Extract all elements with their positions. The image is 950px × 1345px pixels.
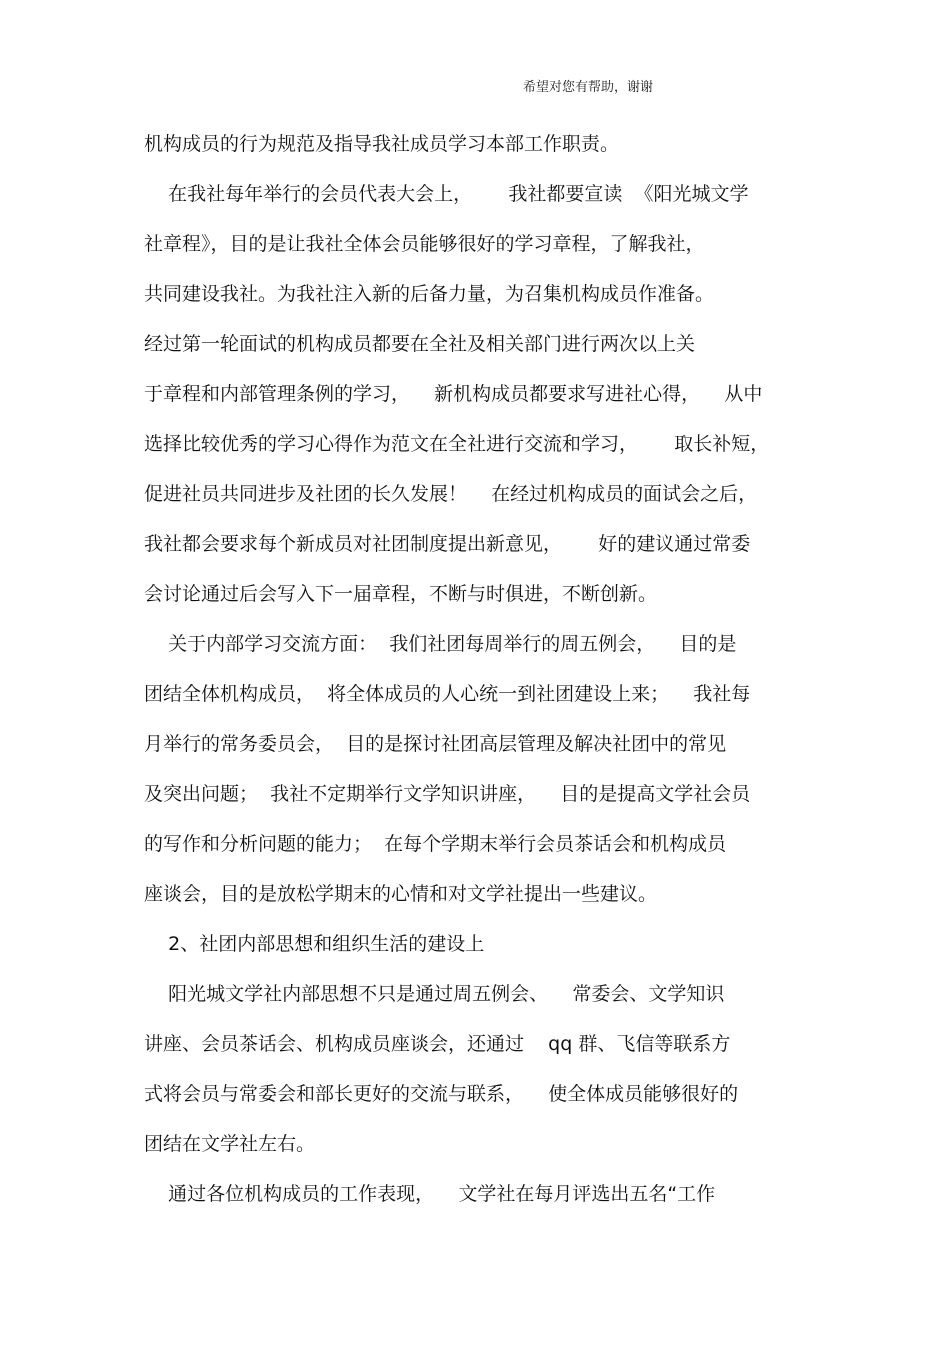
body-line: 我社都会要求每个新成员对社团制度提出新意见， 好的建议通过常委 <box>144 533 751 555</box>
body-line: 座谈会，目的是放松学期末的心情和对文学社提出一些建议。 <box>144 883 658 905</box>
body-line: 促进社员共同进步及社团的长久发展！ 在经过机构成员的面试会之后， <box>144 483 758 505</box>
body-line: 关于内部学习交流方面： 我们社团每周举行的周五例会， 目的是 <box>144 633 737 655</box>
body-line: 的写作和分析问题的能力； 在每个学期末举行会员茶话会和机构成员 <box>144 833 727 855</box>
header-note: 希望对您有帮助，谢谢 <box>523 80 654 95</box>
body-line: 于章程和内部管理条例的学习， 新机构成员都要求写进社心得， 从中 <box>144 383 763 405</box>
body-line: 团结在文学社左右。 <box>144 1133 316 1155</box>
body-line: 共同建设我社。为我社注入新的后备力量，为召集机构成员作准备。 <box>144 283 715 305</box>
body-line: 月举行的常务委员会， 目的是探讨社团高层管理及解决社团中的常见 <box>144 733 727 755</box>
body-line: 选择比较优秀的学习心得作为范文在全社进行交流和学习， 取长补短， <box>144 433 770 455</box>
body-line: 会讨论通过后会写入下一届章程，不断与时俱进，不断创新。 <box>144 583 658 605</box>
body-line: 在我社每年举行的会员代表大会上， 我社都要宣读 《阳光城文学 <box>144 183 749 205</box>
body-line: 讲座、会员茶话会、机构成员座谈会，还通过 qq 群、飞信等联系方 <box>144 1033 731 1055</box>
body-line: 机构成员的行为规范及指导我社成员学习本部工作职责。 <box>144 133 620 155</box>
section-heading: 2、社团内部思想和组织生活的建设上 <box>144 933 485 955</box>
body-line: 经过第一轮面试的机构成员都要在全社及相关部门进行两次以上关 <box>144 333 696 355</box>
body-line: 通过各位机构成员的工作表现， 文学社在每月评选出五名“工作 <box>144 1183 716 1205</box>
body-line: 社章程》，目的是让我社全体会员能够很好的学习章程，了解我社， <box>144 233 705 255</box>
body-line: 及突出问题； 我社不定期举行文学知识讲座， 目的是提高文学社会员 <box>144 783 751 805</box>
body-line: 团结全体机构成员， 将全体成员的人心统一到社团建设上来； 我社每 <box>144 683 751 705</box>
body-line: 阳光城文学社内部思想不只是通过周五例会、 常委会、文学知识 <box>144 983 725 1005</box>
body-line: 式将会员与常委会和部长更好的交流与联系， 使全体成员能够很好的 <box>144 1083 739 1105</box>
